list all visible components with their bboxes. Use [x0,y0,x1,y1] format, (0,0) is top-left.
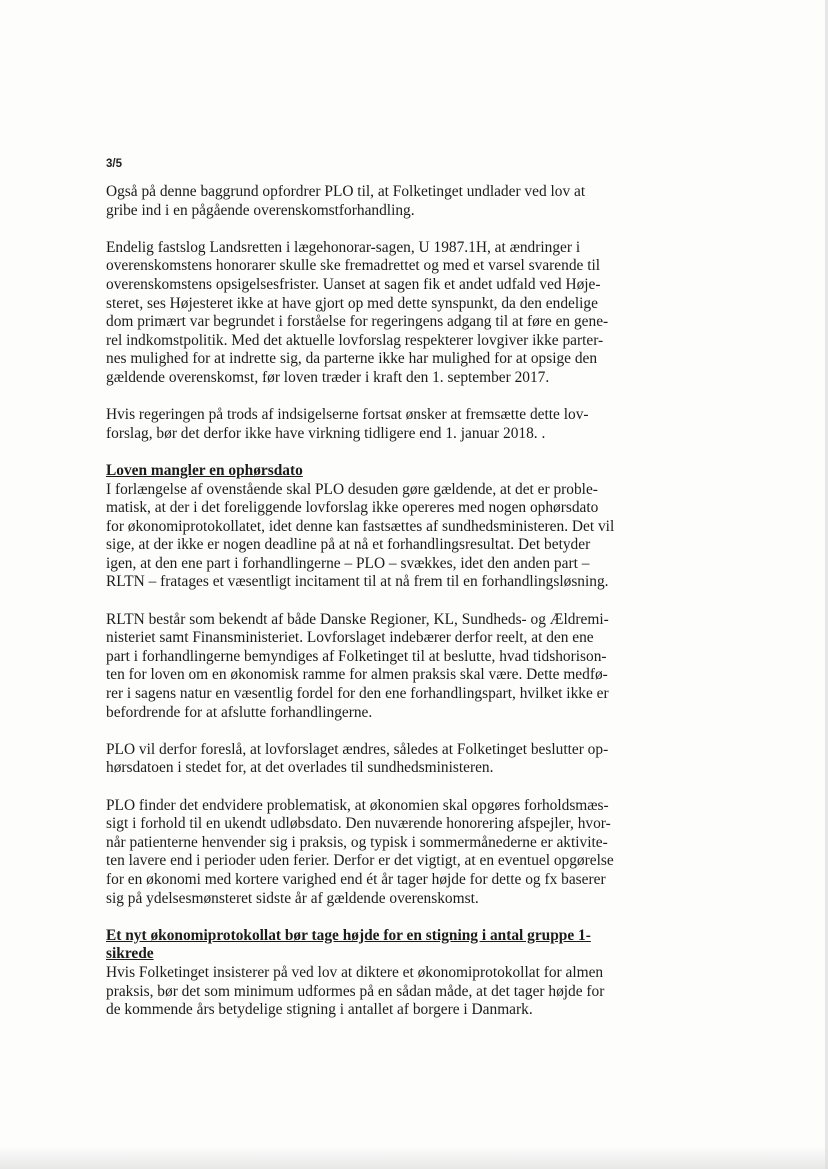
ophoersdato-paragraph-3 [106,741,651,778]
text-line: nes mulighed for at indrette sig, da parterne ikke har mulighed for at opsige den [106,350,598,368]
text-line: ten for loven om en økonomisk ramme for almen praksis skal være. Dette medfø- [106,666,608,684]
text-line: for en økonomi med kortere varighed end ét år tager højde for dette og fx baserer [106,870,606,888]
text-line: hørsdatoen i stedet for, at det overlades til sundhedsministeren. [106,759,494,777]
text-line: steret, ses Højesteret ikke at have gjort op med dette synspunkt, da den endelige [106,294,598,312]
text-line: overenskomstens honorarer skulle ske fremadrettet og med et varsel svarende til [106,257,601,275]
text-line: gældende overenskomst, før loven træder i kraft den 1. september 2017. [106,368,550,386]
text-line: Endelig fastslog Landsretten i lægehonorar-sagen, U 1987.1H, at ændringer i [106,238,581,256]
text-line: sig på ydelsesmønsteret sidste år af gældende overenskomst. [106,889,479,907]
text-line: de kommende års betydelige stigning i antallet af borgere i Danmark. [106,1001,533,1019]
landsretten-paragraph [106,239,651,388]
text-line: Hvis regeringen på trods af indsigelserne fortsat ønsker at fremsætte dette lov- [106,406,589,424]
text-line: Også på denne baggrund opfordrer PLO til, at Folketinget undlader ved lov at [106,183,586,200]
ophoersdato-paragraph-2 [106,611,651,723]
regeringen-paragraph [106,406,651,443]
text-line: sigt i forhold til en ukendt udløbsdato. Den nuværende honorering afspejler, hvor- [106,815,611,833]
text-line: igen, at den ene part i forhandlingerne – PLO – svækkes, idet den anden part – [106,554,590,572]
section-ophoersdato [106,462,651,908]
page-number: 3/5 [106,158,122,170]
text-line: I forlængelse af ovenstående skal PLO desuden gøre gældende, at det er proble- [106,480,598,498]
text-line: sige, at der ikke er nogen deadline på at nå et forhandlingsresultat. Det betyder [106,536,591,554]
scan-bottom-shadow [0,1147,828,1169]
text-line: overenskomstens opsigelsesfrister. Uanset at sagen fik et andet udfald ved Høje- [106,275,601,293]
text-line: for økonomiprotokollatet, idet denne kan fastsættes af sundhedsministeren. Det vil [106,517,615,535]
text-line: nisteriet samt Finansministeriet. Lovforslaget indebærer derfor reelt, at den ene [106,629,594,647]
intro-paragraph [106,183,651,220]
text-line: når patienterne henvender sig i praksis, og typisk i sommermånederne er aktivite- [106,833,608,851]
section-gruppe1 [106,927,651,1020]
text-line: RLTN – fratages et væsentligt incitament til at nå frem til en forhandlingsløsning. [106,573,609,591]
text-line: gribe ind i en pågående overenskomstforhandling. [106,201,415,219]
gruppe1-paragraph [106,964,651,1020]
document-body [106,158,651,1038]
text-line: PLO finder det endvidere problematisk, at økonomien skal opgøres forholdsmæs- [106,796,609,814]
ophoersdato-paragraph-1 [106,481,651,593]
text-line: ten lavere end i perioder uden ferier. Derfor er det vigtigt, at en eventuel opgørelse [106,852,614,870]
text-line: rel indkomstpolitik. Med det aktuelle lovforslag respekterer lovgiver ikke parter- [106,331,604,349]
section-heading-ophoersdato: Loven mangler en ophørsdato [106,461,303,479]
text-line: part i forhandlingerne bemyndiges af Folketinget til at beslutte, hvad tidshorison- [106,647,607,665]
text-line: praksis, bør det som minimum udformes på en sådan måde, at det tager højde for [106,982,605,1000]
heading-line: Et nyt økonomiprotokollat bør tage højde for en stigning i antal gruppe 1- [106,926,591,944]
heading-line: sikrede [106,945,154,963]
ophoersdato-paragraph-4 [106,797,651,909]
text-line: RLTN består som bekendt af både Danske Regioner, KL, Sundheds- og Ældremi- [106,610,609,628]
section-heading-gruppe1 [106,927,651,964]
text-line: dom primært var begrundet i forståelse for regeringens adgang til at føre en gene- [106,313,609,331]
text-line: Hvis Folketinget insisterer på ved lov at diktere et økonomiprotokollat for almen [106,963,604,981]
text-line: matisk, at der i det foreliggende lovforslag ikke opereres med nogen ophørsdato [106,499,599,517]
text-line: rer i sagens natur en væsentlig fordel for den ene forhandlingspart, hvilket ikke er [106,685,609,703]
text-line: befordrende for at afslutte forhandlingerne. [106,703,373,721]
text-line: PLO vil derfor foreslå, at lovforslaget ændres, således at Folketinget beslutter op- [106,740,609,758]
text-line: forslag, bør det derfor ikke have virkning tidligere end 1. januar 2018. . [106,424,546,442]
